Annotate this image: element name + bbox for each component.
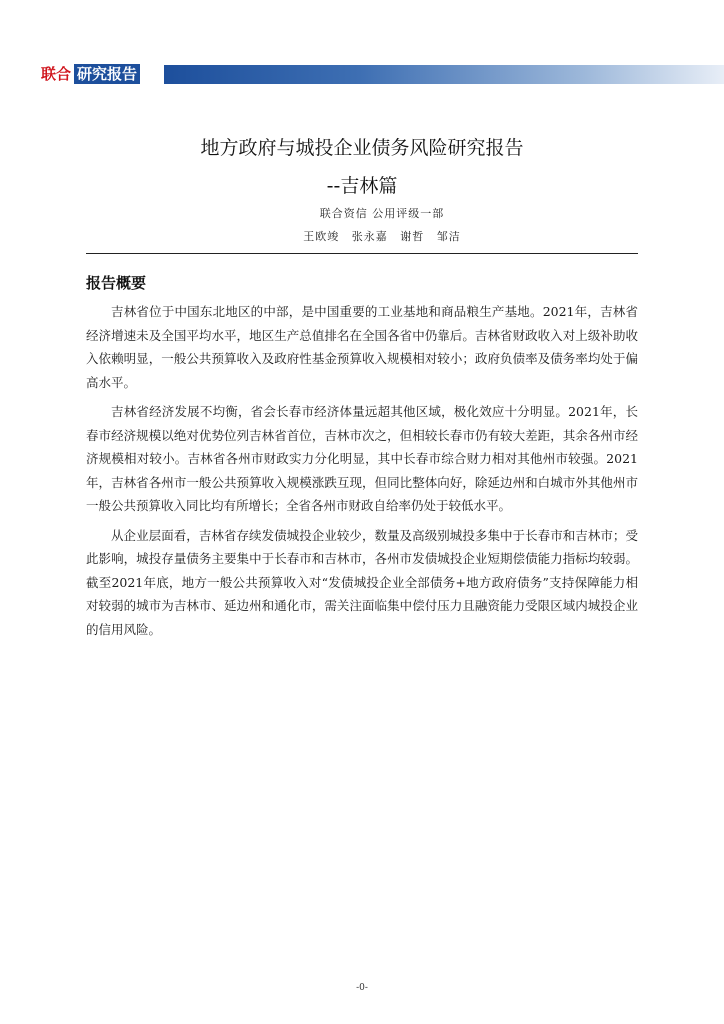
brand-report-type: 研究报告 [74, 64, 140, 84]
paragraph: 从企业层面看，吉林省存续发债城投企业较少，数量及高级别城投多集中于长春市和吉林市；受此影响，城投存量债务主要集中于长春市和吉林市，各州市发债城投企业短期偿债能力指标均较弱。截至2021年底，地方一般公共预算收入对“发债城投企业全部债务+地方政府债务”支持保障能力相对较弱的城市为吉林市、延边州和通化市，需关注面临集中偿付压力且融资能力受限区域内城投企业的信用风险。 [86, 527, 638, 637]
paragraph: 吉林省经济发展不均衡，省会长春市经济体量远超其他区域，极化效应十分明显。2021年，长春市经济规模以绝对优势位列吉林省首位，吉林市次之，但相较长春市仍有较大差距，其余各州市经济规模相对较小。吉林省各州市财政实力分化明显，其中长春市综合财力相对其他州市较强。2021年，吉林省各州市一般公共预算收入规模涨跌互现，但同比整体向好，除延边州和白城市外其他州市一般公共预算收入同比均有所增长；全省各州市财政自给率仍处于较低水平。 [86, 404, 638, 513]
brand-logo [41, 64, 140, 84]
section-heading: 报告概要 [86, 274, 147, 292]
header-gradient-strip [164, 65, 724, 84]
page-number: -0- [356, 983, 368, 993]
title-divider [86, 253, 638, 254]
report-subtitle: --吉林篇 [326, 175, 398, 197]
report-header-bar [0, 62, 724, 86]
byline-organization: 联合资信 公用评级一部 [319, 207, 445, 220]
report-title: 地方政府与城投企业债务风险研究报告 [200, 137, 524, 159]
paragraph: 吉林省位于中国东北地区的中部，是中国重要的工业基地和商品粮生产基地。2021年，吉林省经济增速未及全国平均水平，地区生产总值排名在全国各省中仍靠后。吉林省财政收入对上级补助收入依赖明显，一般公共预算收入及政府性基金预算收入规模相对较小；政府负债率及债务率均处于偏高水平。 [86, 304, 638, 390]
report-summary-body [86, 300, 638, 647]
byline-authors: 王欧竣 张永嘉 谢哲 邹洁 [303, 230, 461, 243]
brand-name: 联合 [41, 65, 72, 83]
